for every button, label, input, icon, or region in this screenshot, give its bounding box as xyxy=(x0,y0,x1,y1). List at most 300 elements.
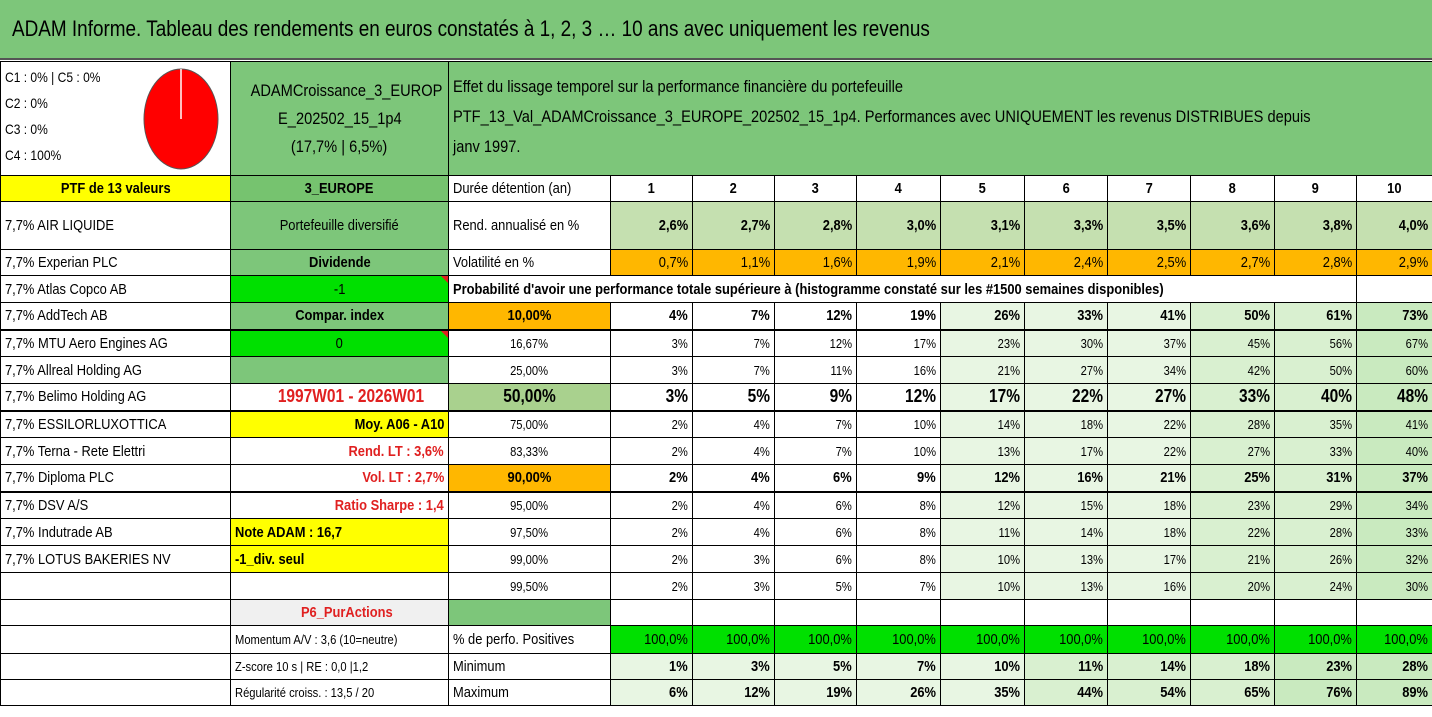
prob-value xyxy=(1108,384,1191,411)
fund-name-cell xyxy=(231,62,449,176)
holding-1 xyxy=(1,202,231,250)
prob-value xyxy=(941,492,1025,519)
prob-row xyxy=(1,384,1432,411)
year-8-text: 8 xyxy=(1228,180,1237,197)
prob-value-text: 48% xyxy=(1397,386,1429,407)
prob-value xyxy=(941,438,1025,465)
prob-value-text: 2% xyxy=(671,551,688,567)
class-2: C2 : 0% xyxy=(5,95,48,111)
prob-value-text: 11% xyxy=(998,524,1020,540)
prob-row xyxy=(1,519,1432,546)
max-value-text: 44% xyxy=(1077,684,1103,701)
prob-value xyxy=(857,546,941,573)
holding-2-text: 7,7% Experian PLC xyxy=(5,254,118,271)
allocation-pie-chart xyxy=(142,64,220,172)
rend-value xyxy=(941,202,1025,250)
prob-value xyxy=(1025,573,1108,600)
prob-value xyxy=(775,438,857,465)
prob-label-row xyxy=(1,276,1432,303)
positives-value-text: 100,0% xyxy=(976,631,1020,648)
vol-value-text: 1,6% xyxy=(822,254,852,271)
prob-value-text: 28% xyxy=(1329,524,1352,540)
prob-value xyxy=(693,546,775,573)
region-label-text: 3_EUROPE xyxy=(305,180,374,197)
prob-value-text: 41% xyxy=(1160,307,1186,325)
positives-label xyxy=(449,626,611,654)
rend-label-text: Rend. annualisé en % xyxy=(453,217,580,234)
prob-value xyxy=(1025,411,1108,438)
prob-value-text: 9% xyxy=(917,469,936,487)
prob-value-text: 40% xyxy=(1405,443,1429,459)
prob-value xyxy=(1191,438,1275,465)
max-value-text: 6% xyxy=(669,684,688,701)
prob-value-text: 4% xyxy=(753,524,770,540)
prob-value xyxy=(1275,330,1357,357)
min-value-text: 5% xyxy=(833,658,852,675)
prob-value-text: 8% xyxy=(919,551,936,567)
vol-value-text: 2,5% xyxy=(1156,254,1186,271)
prob-value-text: 26% xyxy=(1329,551,1352,567)
prob-value-text: 12% xyxy=(829,335,852,351)
comment-marker xyxy=(441,331,448,338)
fund-name-line2: E_202502_15_1p4 xyxy=(277,108,402,128)
prob-value xyxy=(775,384,857,411)
prob-row xyxy=(1,330,1432,357)
note-adam-text: Note ADAM : 16,7 xyxy=(235,523,343,541)
prob-value xyxy=(857,384,941,411)
prob-value-text: 12% xyxy=(905,386,936,407)
prob-value-text: 6% xyxy=(835,551,852,567)
prob-value xyxy=(775,330,857,357)
rend-value xyxy=(1025,202,1108,250)
prob-value-text: 12% xyxy=(994,469,1020,487)
prob-value-text: 10% xyxy=(997,578,1020,594)
prob-row xyxy=(1,546,1432,573)
prob-value-text: 3% xyxy=(753,551,770,567)
year-3 xyxy=(775,176,857,202)
year-6-text: 6 xyxy=(1062,180,1070,197)
class-1: C1 : 0% | C5 : 0% xyxy=(5,69,101,85)
prob-value-text: 20% xyxy=(1247,578,1270,594)
prob-value xyxy=(1275,357,1357,384)
prob-value-text: 6% xyxy=(833,469,852,487)
prob-value xyxy=(1191,573,1275,600)
holding-4 xyxy=(1,303,231,330)
prob-value-text: 9% xyxy=(829,386,852,407)
prob-value xyxy=(611,384,693,411)
prob-value-text: 30% xyxy=(1080,335,1103,351)
prob-value-text: 33% xyxy=(1239,386,1270,407)
description-line3: janv 1997. xyxy=(453,137,521,156)
year-9 xyxy=(1275,176,1357,202)
prob-value xyxy=(611,438,693,465)
holding-3 xyxy=(1,276,231,303)
prob-value-text: 6% xyxy=(835,497,852,513)
vol-value-text: 2,4% xyxy=(1073,254,1103,271)
vol-value-text: 0,7% xyxy=(658,254,688,271)
min-value xyxy=(611,654,693,680)
prob-value-text: 2% xyxy=(671,524,688,540)
positives-value xyxy=(775,626,857,654)
empty-cell xyxy=(1357,600,1432,626)
prob-value-text: 18% xyxy=(1163,497,1186,513)
prob-value-text: 50% xyxy=(1329,362,1352,378)
prob-value xyxy=(611,519,693,546)
dividend-label xyxy=(231,250,449,276)
positives-value-text: 100,0% xyxy=(1142,631,1186,648)
prob-value-text: 2% xyxy=(671,497,688,513)
prob-row xyxy=(1,411,1432,438)
prob-value xyxy=(1191,546,1275,573)
prob-threshold-text: 99,50% xyxy=(510,578,549,594)
prob-value-text: 17% xyxy=(989,386,1020,407)
prob-row xyxy=(1,573,1432,600)
year-5-text: 5 xyxy=(978,180,987,197)
prob-value xyxy=(693,357,775,384)
prob-value xyxy=(1357,303,1432,330)
prob-value xyxy=(1357,411,1432,438)
prob-threshold xyxy=(449,492,611,519)
min-value xyxy=(1025,654,1108,680)
zscore xyxy=(231,654,449,680)
vol-value xyxy=(1191,250,1275,276)
rend-value-text: 3,0% xyxy=(906,217,936,234)
empty-cell xyxy=(1191,600,1275,626)
prob-value-text: 27% xyxy=(1247,443,1270,459)
period-range xyxy=(231,384,449,411)
vol-value xyxy=(1357,250,1432,276)
year-4-text: 4 xyxy=(894,180,903,197)
min-row xyxy=(1,654,1432,680)
prob-value xyxy=(775,465,857,492)
prob-value xyxy=(775,546,857,573)
vol-value-text: 1,1% xyxy=(740,254,770,271)
prob-value-text: 10% xyxy=(913,443,936,459)
positives-label-text: % de perfo. Positives xyxy=(453,631,575,648)
prob-value xyxy=(1357,357,1432,384)
year-3-text: 3 xyxy=(811,180,820,197)
positives-value xyxy=(1191,626,1275,654)
prob-value-text: 33% xyxy=(1405,524,1429,540)
prob-value xyxy=(857,330,941,357)
holding-6 xyxy=(1,357,231,384)
prob-value xyxy=(775,303,857,330)
prob-value xyxy=(941,384,1025,411)
year-8 xyxy=(1191,176,1275,202)
min-value-text: 7% xyxy=(917,658,936,675)
rend-value-text: 3,3% xyxy=(1073,217,1103,234)
year-4 xyxy=(857,176,941,202)
prob-value xyxy=(1025,465,1108,492)
rend-value-text: 3,6% xyxy=(1240,217,1270,234)
vol-label-text: Volatilité en % xyxy=(453,254,535,271)
prob-value-text: 26% xyxy=(994,307,1020,325)
prob-value-text: 23% xyxy=(1247,497,1270,513)
prob-value-text: 21% xyxy=(1160,469,1186,487)
prob-value xyxy=(1275,573,1357,600)
prob-value-text: 50% xyxy=(1244,307,1270,325)
empty-cell xyxy=(775,600,857,626)
prob-value-text: 7% xyxy=(835,416,852,432)
rend-value-text: 2,8% xyxy=(822,217,852,234)
div-seul-text: -1_div. seul xyxy=(235,550,305,568)
prob-value xyxy=(1108,411,1191,438)
prob-value xyxy=(941,465,1025,492)
compar-index-value-text: 0 xyxy=(335,334,344,352)
max-value-text: 12% xyxy=(744,684,770,701)
prob-value xyxy=(941,330,1025,357)
rend-value-text: 3,5% xyxy=(1156,217,1186,234)
prob-value xyxy=(941,303,1025,330)
empty-cell xyxy=(231,573,449,600)
prob-value xyxy=(857,438,941,465)
prob-value xyxy=(1025,357,1108,384)
prob-threshold xyxy=(449,357,611,384)
prob-value xyxy=(1025,519,1108,546)
prob-value-text: 7% xyxy=(919,578,936,594)
positives-value xyxy=(611,626,693,654)
holding-11-text: 7,7% DSV A/S xyxy=(5,496,89,514)
note-adam xyxy=(231,519,449,546)
vol-value-text: 1,9% xyxy=(906,254,936,271)
positives-value xyxy=(1275,626,1357,654)
regularite xyxy=(231,680,449,706)
prob-value xyxy=(1275,303,1357,330)
holding-8 xyxy=(1,411,231,438)
moy-label xyxy=(231,411,449,438)
holding-3-text: 7,7% Atlas Copco AB xyxy=(5,280,127,298)
prob-value-text: 3% xyxy=(671,362,688,378)
report-title: ADAM Informe. Tableau des rendements en euros constatés à 1, 2, 3 … 10 ans avec uniquement les revenus xyxy=(12,16,930,41)
prob-value-text: 2% xyxy=(671,578,688,594)
prob-value-text: 29% xyxy=(1329,497,1352,513)
holding-7 xyxy=(1,384,231,411)
prob-value xyxy=(1191,492,1275,519)
vol-value xyxy=(693,250,775,276)
prob-value xyxy=(1108,546,1191,573)
prob-value-text: 60% xyxy=(1405,362,1429,378)
prob-label-text: Probabilité d'avoir une performance totale supérieure à (histogramme constaté sur les #1500 semaines disponibles) xyxy=(453,280,1164,298)
rend-lt-text: Rend. LT : 3,6% xyxy=(348,442,444,460)
prob-value-text: 24% xyxy=(1329,578,1352,594)
compar-index-label xyxy=(231,303,449,330)
prob-value xyxy=(693,330,775,357)
momentum xyxy=(231,626,449,654)
prob-threshold-text: 50,00% xyxy=(503,386,556,407)
zscore-text: Z-score 10 s | RE : 0,0 |1,2 xyxy=(235,659,369,674)
min-value xyxy=(775,654,857,680)
year-6 xyxy=(1025,176,1108,202)
prob-value xyxy=(1025,330,1108,357)
duration-label xyxy=(449,176,611,202)
min-label xyxy=(449,654,611,680)
prob-value-text: 32% xyxy=(1405,551,1429,567)
year-1 xyxy=(611,176,693,202)
year-9-text: 9 xyxy=(1311,180,1320,197)
empty-cell xyxy=(693,600,775,626)
momentum-text: Momentum A/V : 3,6 (10=neutre) xyxy=(235,632,398,647)
prob-value xyxy=(1025,303,1108,330)
min-value-text: 10% xyxy=(994,658,1020,675)
prob-value-text: 13% xyxy=(1080,578,1103,594)
min-value xyxy=(857,654,941,680)
portfolio-type xyxy=(231,202,449,250)
prob-value xyxy=(1275,438,1357,465)
ptf-label-text: PTF de 13 valeurs xyxy=(60,180,171,197)
prob-value-text: 67% xyxy=(1405,335,1429,351)
rend-row xyxy=(1,202,1432,250)
prob-value-text: 5% xyxy=(747,386,770,407)
prob-value-text: 4% xyxy=(753,416,770,432)
prob-value-text: 33% xyxy=(1329,443,1352,459)
prob-value-text: 22% xyxy=(1247,524,1270,540)
prob-value xyxy=(1025,384,1108,411)
prob-value xyxy=(857,303,941,330)
prob-threshold-text: 16,67% xyxy=(510,335,549,351)
max-value-text: 26% xyxy=(910,684,936,701)
prob-value xyxy=(775,411,857,438)
prob-value xyxy=(611,492,693,519)
prob-value xyxy=(1275,465,1357,492)
empty-cell xyxy=(941,600,1025,626)
holding-13-text: 7,7% LOTUS BAKERIES NV xyxy=(5,550,171,568)
prob-value-text: 45% xyxy=(1247,335,1270,351)
moy-label-text: Moy. A06 - A10 xyxy=(354,415,444,433)
prob-value xyxy=(941,546,1025,573)
compar-index-value xyxy=(231,330,449,357)
prob-value-text: 17% xyxy=(1163,551,1186,567)
prob-value xyxy=(857,411,941,438)
dividend-flag xyxy=(231,276,449,303)
prob-row xyxy=(1,303,1432,330)
prob-row xyxy=(1,438,1432,465)
min-value xyxy=(1191,654,1275,680)
rend-lt xyxy=(231,438,449,465)
max-value xyxy=(941,680,1025,706)
ptf-label xyxy=(1,176,231,202)
prob-value xyxy=(857,357,941,384)
max-value xyxy=(611,680,693,706)
prob-value-text: 8% xyxy=(919,524,936,540)
prob-value xyxy=(941,357,1025,384)
prob-value xyxy=(611,411,693,438)
prob-threshold-text: 99,00% xyxy=(510,551,549,567)
rend-value-text: 2,6% xyxy=(658,217,688,234)
min-value-text: 1% xyxy=(669,658,688,675)
prob-value-text: 12% xyxy=(826,307,852,325)
vol-label xyxy=(449,250,611,276)
period-range-text: 1997W01 - 2026W01 xyxy=(278,386,425,407)
holding-9 xyxy=(1,438,231,465)
positives-value xyxy=(1108,626,1191,654)
prob-value-text: 27% xyxy=(1155,386,1186,407)
holding-5-text: 7,7% MTU Aero Engines AG xyxy=(5,334,168,352)
prob-value xyxy=(941,519,1025,546)
prob-value xyxy=(1275,492,1357,519)
prob-value-text: 40% xyxy=(1321,386,1352,407)
prob-value-text: 22% xyxy=(1163,443,1186,459)
prob-value-text: 4% xyxy=(753,497,770,513)
prob-value xyxy=(1357,546,1432,573)
max-value xyxy=(1357,680,1432,706)
prob-value-text: 6% xyxy=(835,524,852,540)
prob-value-text: 14% xyxy=(1080,524,1103,540)
prob-value-text: 4% xyxy=(753,443,770,459)
prob-threshold xyxy=(449,303,611,330)
empty-cell xyxy=(1275,600,1357,626)
holding-8-text: 7,7% ESSILORLUXOTTICA xyxy=(5,415,167,433)
vol-value xyxy=(1108,250,1191,276)
year-2 xyxy=(693,176,775,202)
vol-row xyxy=(1,250,1432,276)
class-4: C4 : 100% xyxy=(5,147,62,163)
prob-value-text: 34% xyxy=(1405,497,1429,513)
prob-value-text: 14% xyxy=(997,416,1020,432)
prob-value xyxy=(1191,384,1275,411)
rend-value xyxy=(857,202,941,250)
prob-value xyxy=(1191,411,1275,438)
prob-value-text: 17% xyxy=(1080,443,1103,459)
prob-value-text: 73% xyxy=(1402,307,1429,325)
prob-value xyxy=(693,411,775,438)
min-value xyxy=(1357,654,1432,680)
empty-cell xyxy=(1,600,231,626)
rend-value xyxy=(693,202,775,250)
prob-value xyxy=(1108,438,1191,465)
holding-10 xyxy=(1,465,231,492)
prob-value xyxy=(775,492,857,519)
vol-value xyxy=(1275,250,1357,276)
empty-cell xyxy=(1,626,231,654)
dividend-flag-text: -1 xyxy=(333,280,346,298)
prob-threshold-text: 95,00% xyxy=(510,497,549,513)
rend-value xyxy=(1191,202,1275,250)
max-row xyxy=(1,680,1432,706)
prob-value xyxy=(1108,519,1191,546)
max-value xyxy=(857,680,941,706)
prob-value-text: 16% xyxy=(1163,578,1186,594)
class-3: C3 : 0% xyxy=(5,121,48,137)
rend-value-text: 2,7% xyxy=(740,217,770,234)
holding-7-text: 7,7% Belimo Holding AG xyxy=(5,388,147,406)
min-value-text: 18% xyxy=(1244,658,1270,675)
prob-value-text: 7% xyxy=(753,362,770,378)
dividend-label-text: Dividende xyxy=(308,254,371,271)
min-value xyxy=(1108,654,1191,680)
holding-10-text: 7,7% Diploma PLC xyxy=(5,469,114,487)
positives-value-text: 100,0% xyxy=(1226,631,1270,648)
prob-value xyxy=(693,303,775,330)
min-value xyxy=(693,654,775,680)
prob-value-text: 15% xyxy=(1080,497,1103,513)
prob-value-text: 3% xyxy=(665,386,688,407)
prob-value xyxy=(1357,465,1432,492)
ratio-sharpe xyxy=(231,492,449,519)
prob-value-text: 34% xyxy=(1163,362,1186,378)
empty-cell xyxy=(857,600,941,626)
prob-value xyxy=(1275,384,1357,411)
positives-value xyxy=(857,626,941,654)
prob-value-text: 18% xyxy=(1163,524,1186,540)
max-value xyxy=(1025,680,1108,706)
prob-value-text: 12% xyxy=(997,497,1020,513)
title-bar xyxy=(0,0,1432,60)
max-value xyxy=(1191,680,1275,706)
max-label xyxy=(449,680,611,706)
description-line2: PTF_13_Val_ADAMCroissance_3_EUROPE_202502_15_1p4. Performances avec UNIQUEMENT les revenus DISTRIBUES depuis xyxy=(453,107,1311,126)
empty-cell xyxy=(1108,600,1191,626)
prob-value-text: 5% xyxy=(835,578,852,594)
